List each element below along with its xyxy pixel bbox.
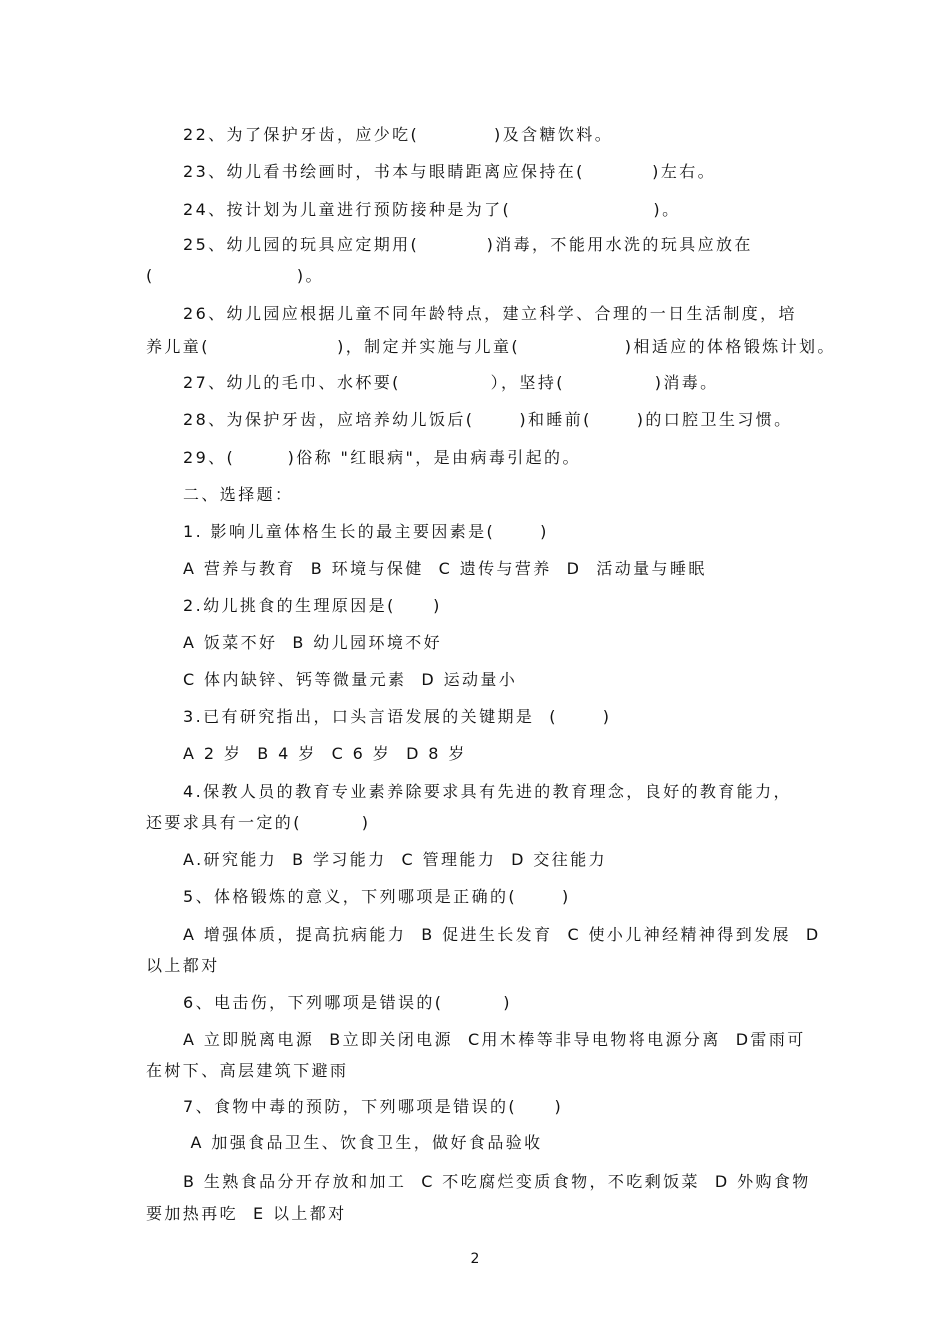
choice-question-1: 1. 影响儿童体格生长的最主要因素是( ) — [183, 522, 549, 541]
choice-question-5: 5、体格锻炼的意义，下列哪项是正确的( ) — [183, 887, 571, 906]
choice-question-6: 6、电击伤，下列哪项是错误的( ) — [183, 993, 512, 1012]
question-28: 28、为保护牙齿，应培养幼儿饭后( )和睡前( )的口腔卫生习惯。 — [183, 410, 793, 429]
choice-question-4-continued: 还要求具有一定的( ) — [146, 813, 371, 832]
page-number: 2 — [470, 1251, 480, 1267]
choice-question-2-options-a: A 饭菜不好 B 幼儿园环境不好 — [183, 633, 443, 652]
choice-question-4: 4.保教人员的教育专业素养除要求具有先进的教育理念，良好的教育能力， — [183, 782, 792, 801]
choice-question-3-options: A 2 岁 B 4 岁 C 6 岁 D 8 岁 — [183, 744, 467, 763]
question-27: 27、幼儿的毛巾、水杯要( ），坚持( )消毒。 — [183, 373, 719, 392]
question-24: 24、按计划为儿童进行预防接种是为了( )。 — [183, 200, 681, 219]
choice-question-7-options: B 生熟食品分开存放和加工 C 不吃腐烂变质食物，不吃剩饭菜 D 外购食物 — [183, 1172, 811, 1191]
choice-question-2-options-b: C 体内缺锌、钙等微量元素 D 运动量小 — [183, 670, 518, 689]
question-26: 26、幼儿园应根据儿童不同年龄特点，建立科学、合理的一日生活制度，培 — [183, 304, 797, 323]
choice-question-5-options: A 增强体质，提高抗病能力 B 促进生长发育 C 使小儿神经精神得到发展 D — [183, 925, 821, 944]
choice-question-1-options: A 营养与教育 B 环境与保健 C 遗传与营养 D 活动量与睡眠 — [183, 559, 707, 578]
choice-question-6-options: A 立即脱离电源 B立即关闭电源 C用木棒等非导电物将电源分离 D雷雨可 — [183, 1030, 806, 1049]
choice-question-2: 2.幼儿挑食的生理原因是( ) — [183, 596, 442, 615]
choice-question-7-option-a: A 加强食品卫生、饮食卫生，做好食品验收 — [183, 1133, 543, 1152]
choice-question-7-options-continued: 要加热再吃 E 以上都对 — [146, 1204, 347, 1223]
choice-question-7: 7、食物中毒的预防，下列哪项是错误的( ) — [183, 1097, 564, 1116]
question-25: 25、幼儿园的玩具应定期用( )消毒，不能用水洗的玩具应放在 — [183, 235, 753, 254]
choice-question-6-options-continued: 在树下、高层建筑下避雨 — [146, 1061, 349, 1080]
question-26-continued: 养儿童( )，制定并实施与儿童( )相适应的体格锻炼计划。 — [146, 337, 836, 356]
section-heading-choice: 二、选择题： — [183, 485, 294, 504]
choice-question-4-options: A.研究能力 B 学习能力 C 管理能力 D 交往能力 — [183, 850, 607, 869]
choice-question-3: 3.已有研究指出，口头言语发展的关键期是 ( ) — [183, 707, 612, 726]
question-23: 23、幼儿看书绘画时，书本与眼睛距离应保持在( )左右。 — [183, 162, 717, 181]
choice-question-5-options-continued: 以上都对 — [146, 956, 220, 975]
question-22: 22、为了保护牙齿，应少吃( )及含糖饮料。 — [183, 125, 614, 144]
question-25-continued: ( )。 — [146, 266, 324, 285]
question-29: 29、( )俗称 "红眼病"，是由病毒引起的。 — [183, 448, 581, 467]
